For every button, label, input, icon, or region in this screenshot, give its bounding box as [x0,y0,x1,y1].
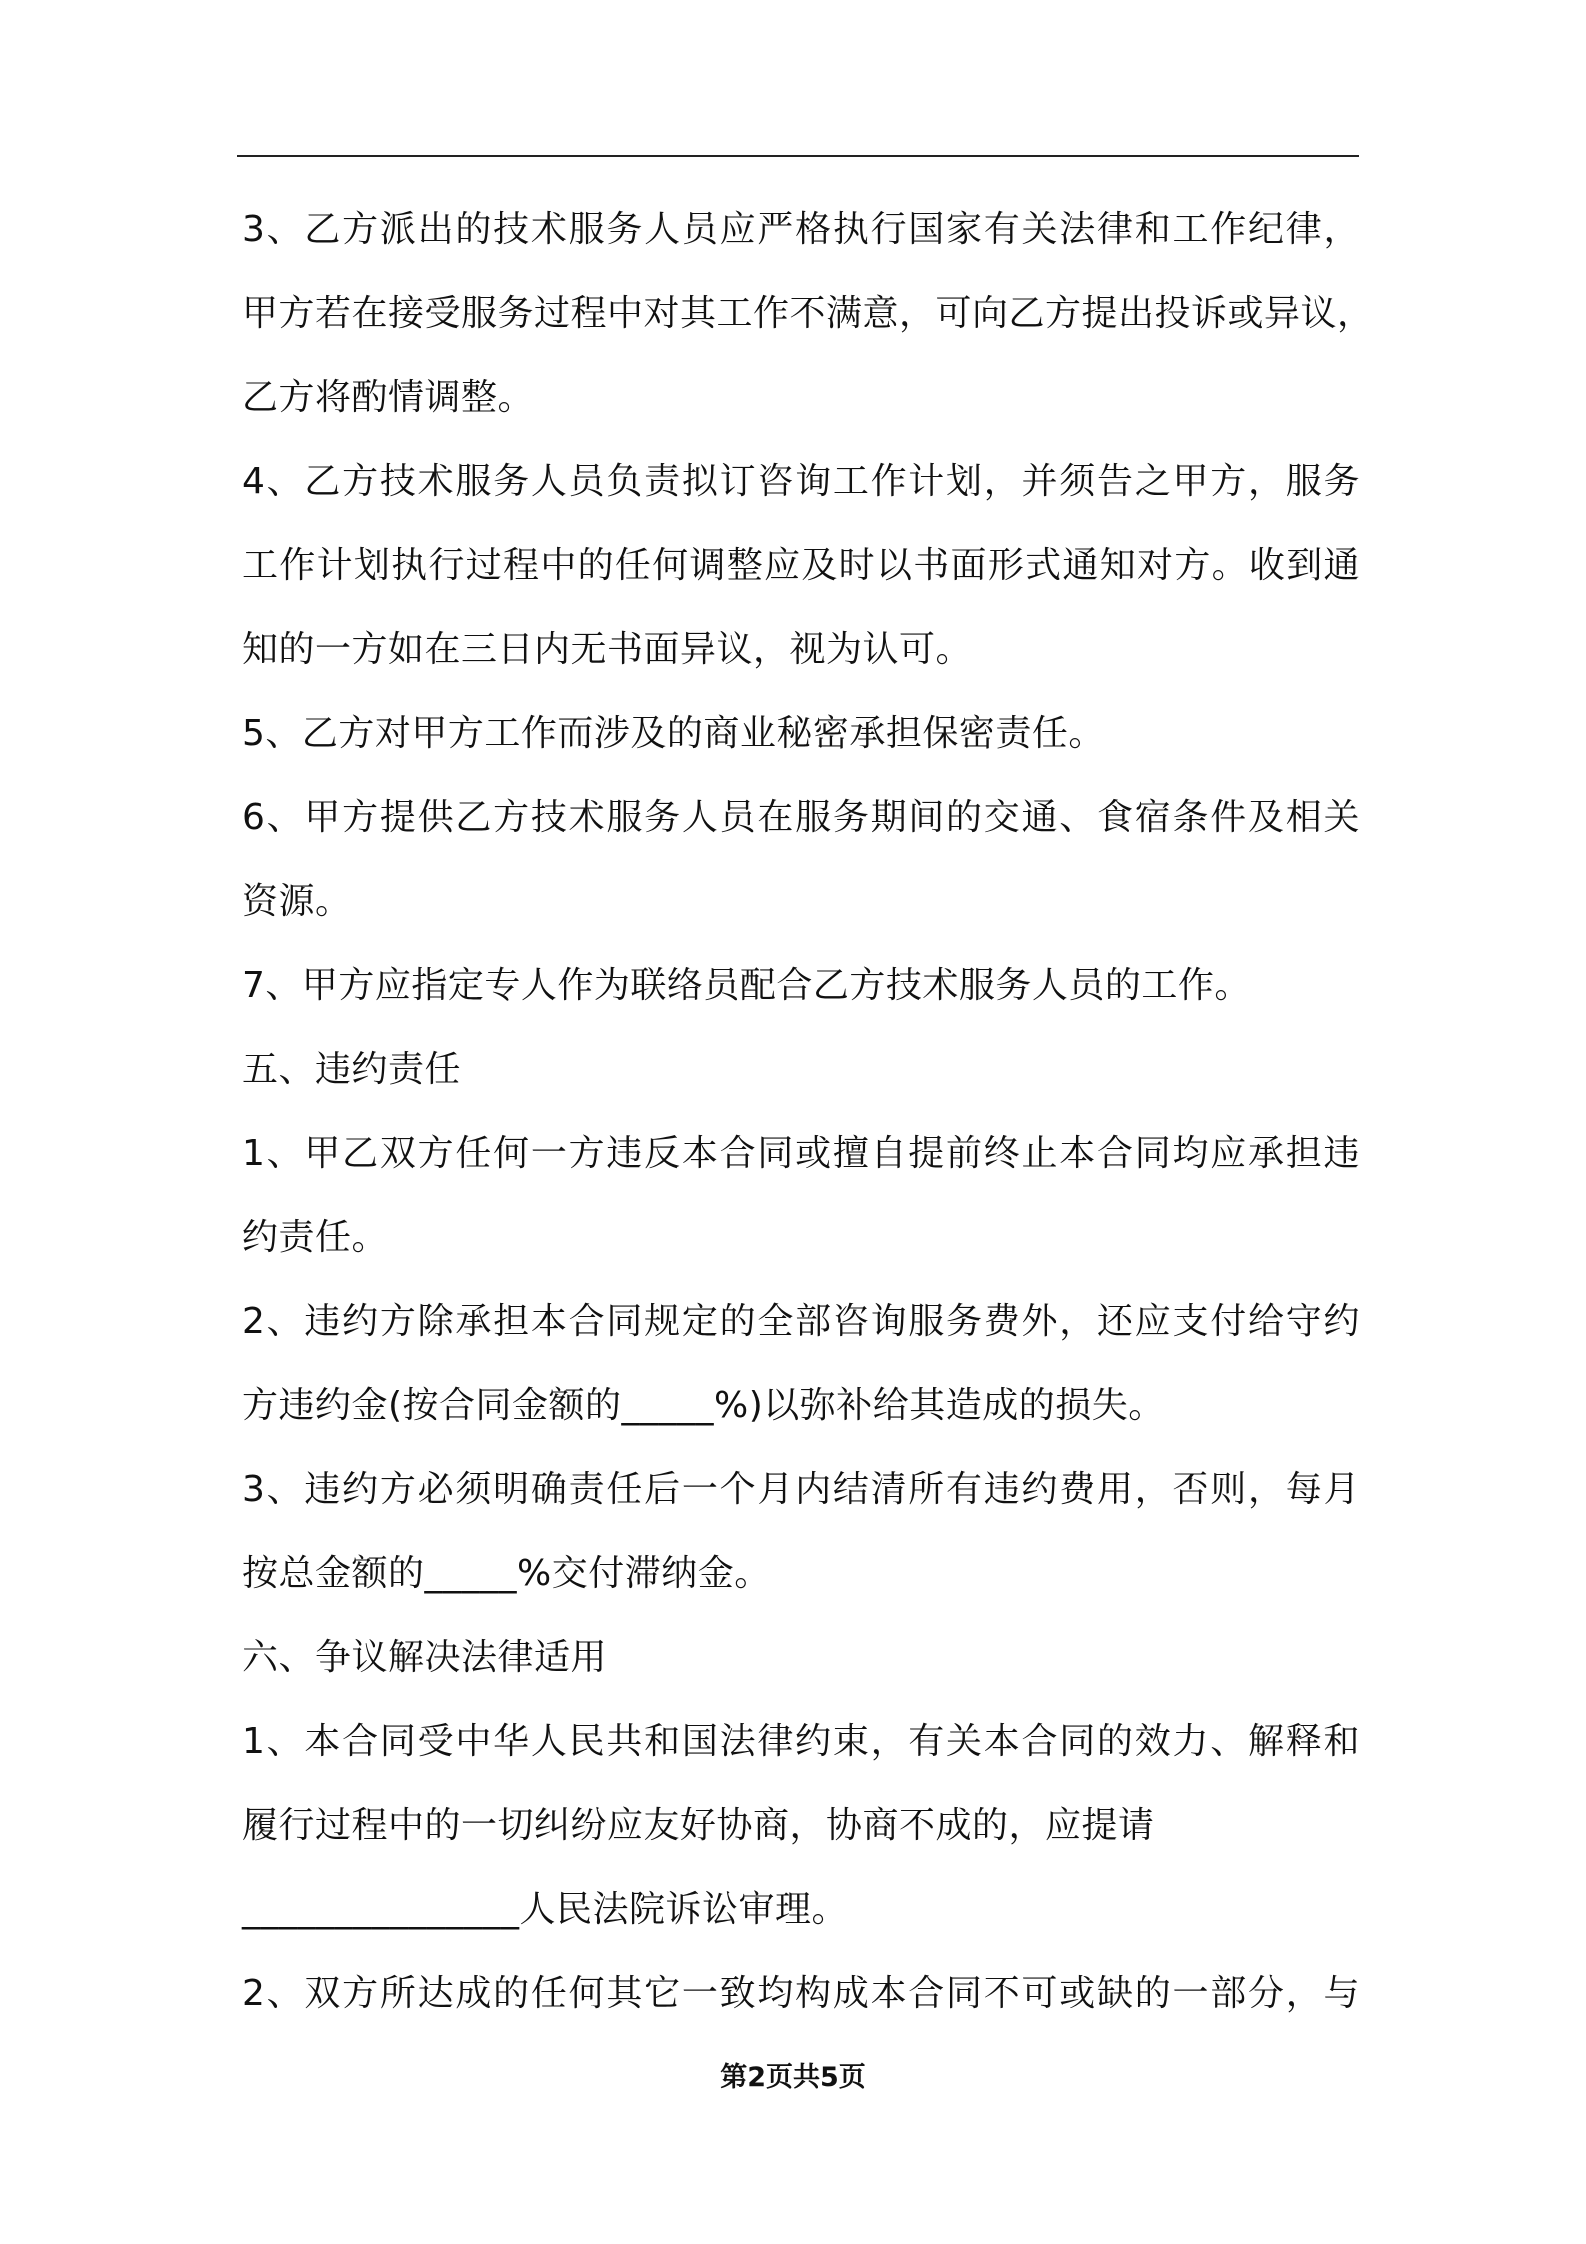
section-heading: 六、争议解决法律适用 [242,1637,608,1678]
page-number: 第2页共5页 [720,2062,866,2093]
clause-line: 3、乙方派出的技术服务人员应严格执行国家有关法律和工作纪律， [242,209,1360,250]
clause-line: 履行过程中的一切纠纷应友好协商，协商不成的，应提请 [242,1805,1155,1846]
clause-line: 1、本合同受中华人民共和国法律约束，有关本合同的效力、解释和 [242,1721,1360,1762]
clause-line: 5、乙方对甲方工作而涉及的商业秘密承担保密责任。 [242,713,1105,754]
document-body [242,198,1374,2046]
clause-line: 资源。 [242,881,352,922]
header-rule [237,155,1359,157]
clause-line: 知的一方如在三日内无书面异议，视为认可。 [242,629,973,670]
clause-line: 乙方将酌情调整。 [242,377,535,418]
clause-line: 工作计划执行过程中的任何调整应及时以书面形式通知对方。收到通 [242,545,1360,586]
clause-line: 6、甲方提供乙方技术服务人员在服务期间的交通、食宿条件及相关 [242,797,1360,838]
clause-line: 2、双方所达成的任何其它一致均构成本合同不可或缺的一部分，与 [242,1973,1360,2014]
section-heading: 五、违约责任 [242,1049,462,1090]
clause-line: 2、违约方除承担本合同规定的全部咨询服务费外，还应支付给守约 [242,1301,1360,1342]
clause-line: 4、乙方技术服务人员负责拟订咨询工作计划，并须告之甲方，服务 [242,461,1360,502]
clause-line: 按总金额的_____%交付滞纳金。 [242,1553,771,1594]
clause-line: 甲方若在接受服务过程中对其工作不满意，可向乙方提出投诉或异议， [242,293,1374,334]
clause-line: 3、违约方必须明确责任后一个月内结清所有违约费用，否则，每月 [242,1469,1360,1510]
clause-line: 方违约金(按合同金额的_____%)以弥补给其造成的损失。 [242,1385,1165,1426]
clause-line: _______________人民法院诉讼审理。 [242,1889,849,1930]
clause-line: 约责任。 [242,1217,389,1258]
clause-line: 7、甲方应指定专人作为联络员配合乙方技术服务人员的工作。 [242,965,1251,1006]
clause-line: 1、甲乙双方任何一方违反本合同或擅自提前终止本合同均应承担违 [242,1133,1360,1174]
